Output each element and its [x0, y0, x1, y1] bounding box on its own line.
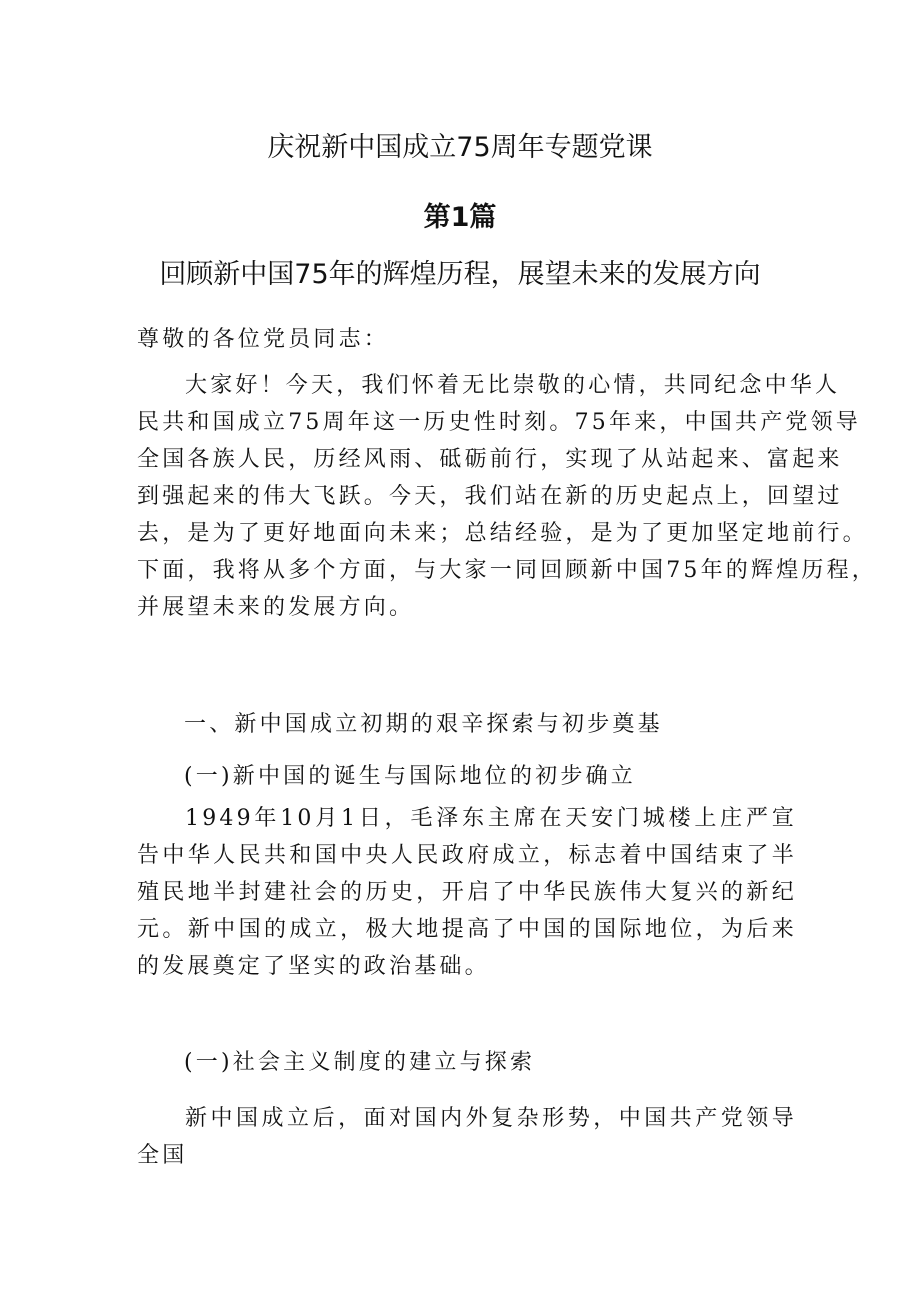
intro-line: 下面，我将从多个方面，与大家一同回顾新中国75年的辉煌历程， [137, 558, 877, 583]
section-heading-1: 一、新中国成立初期的艰辛探索与初步奠基 [184, 712, 663, 737]
intro-line: 民共和国成立75周年这一历史性时刻。75年来，中国共产党领导 [137, 410, 861, 435]
intro-line: 到强起来的伟大飞跃。今天，我们站在新的历史起点上，回望过 [137, 484, 843, 509]
part-label: 第1篇 [423, 202, 497, 233]
subtitle: 回顾新中国75年的辉煌历程，展望未来的发展方向 [159, 259, 761, 290]
subsection-heading-1a: (一)新中国的诞生与国际地位的初步确立 [184, 764, 636, 789]
body-paragraph-2: 新中国成立后，面对国内外复杂形势，中国共产党领导全国 [137, 1106, 797, 1168]
intro-line: 全国各族人民，历经风雨、砥砺前行，实现了从站起来、富起来 [137, 447, 843, 472]
intro-line: 去，是为了更好地面向未来；总结经验，是为了更加坚定地前行。 [137, 521, 868, 546]
greeting: 尊敬的各位党员同志： [137, 327, 390, 352]
main-title: 庆祝新中国成立75周年专题党课 [267, 132, 653, 163]
subsection-heading-1b: (一)社会主义制度的建立与探索 [184, 1050, 536, 1075]
intro-paragraph [137, 367, 877, 626]
body-paragraph-1: 1949年10月1日，毛泽东主席在天安门城楼上庄严宣告中华人民共和国中央人民政府成立，标志着中国结束了半殖民地半封建社会的历史，开启了中华民族伟大复兴的新纪元。新中国的成立，极大地提高了中国的国际地位，为后来的发展奠定了坚实的政治基础。 [137, 806, 797, 979]
intro-line: 并展望未来的发展方向。 [137, 595, 415, 620]
intro-line: 大家好！今天，我们怀着无比崇敬的心情，共同纪念中华人 [185, 373, 841, 398]
